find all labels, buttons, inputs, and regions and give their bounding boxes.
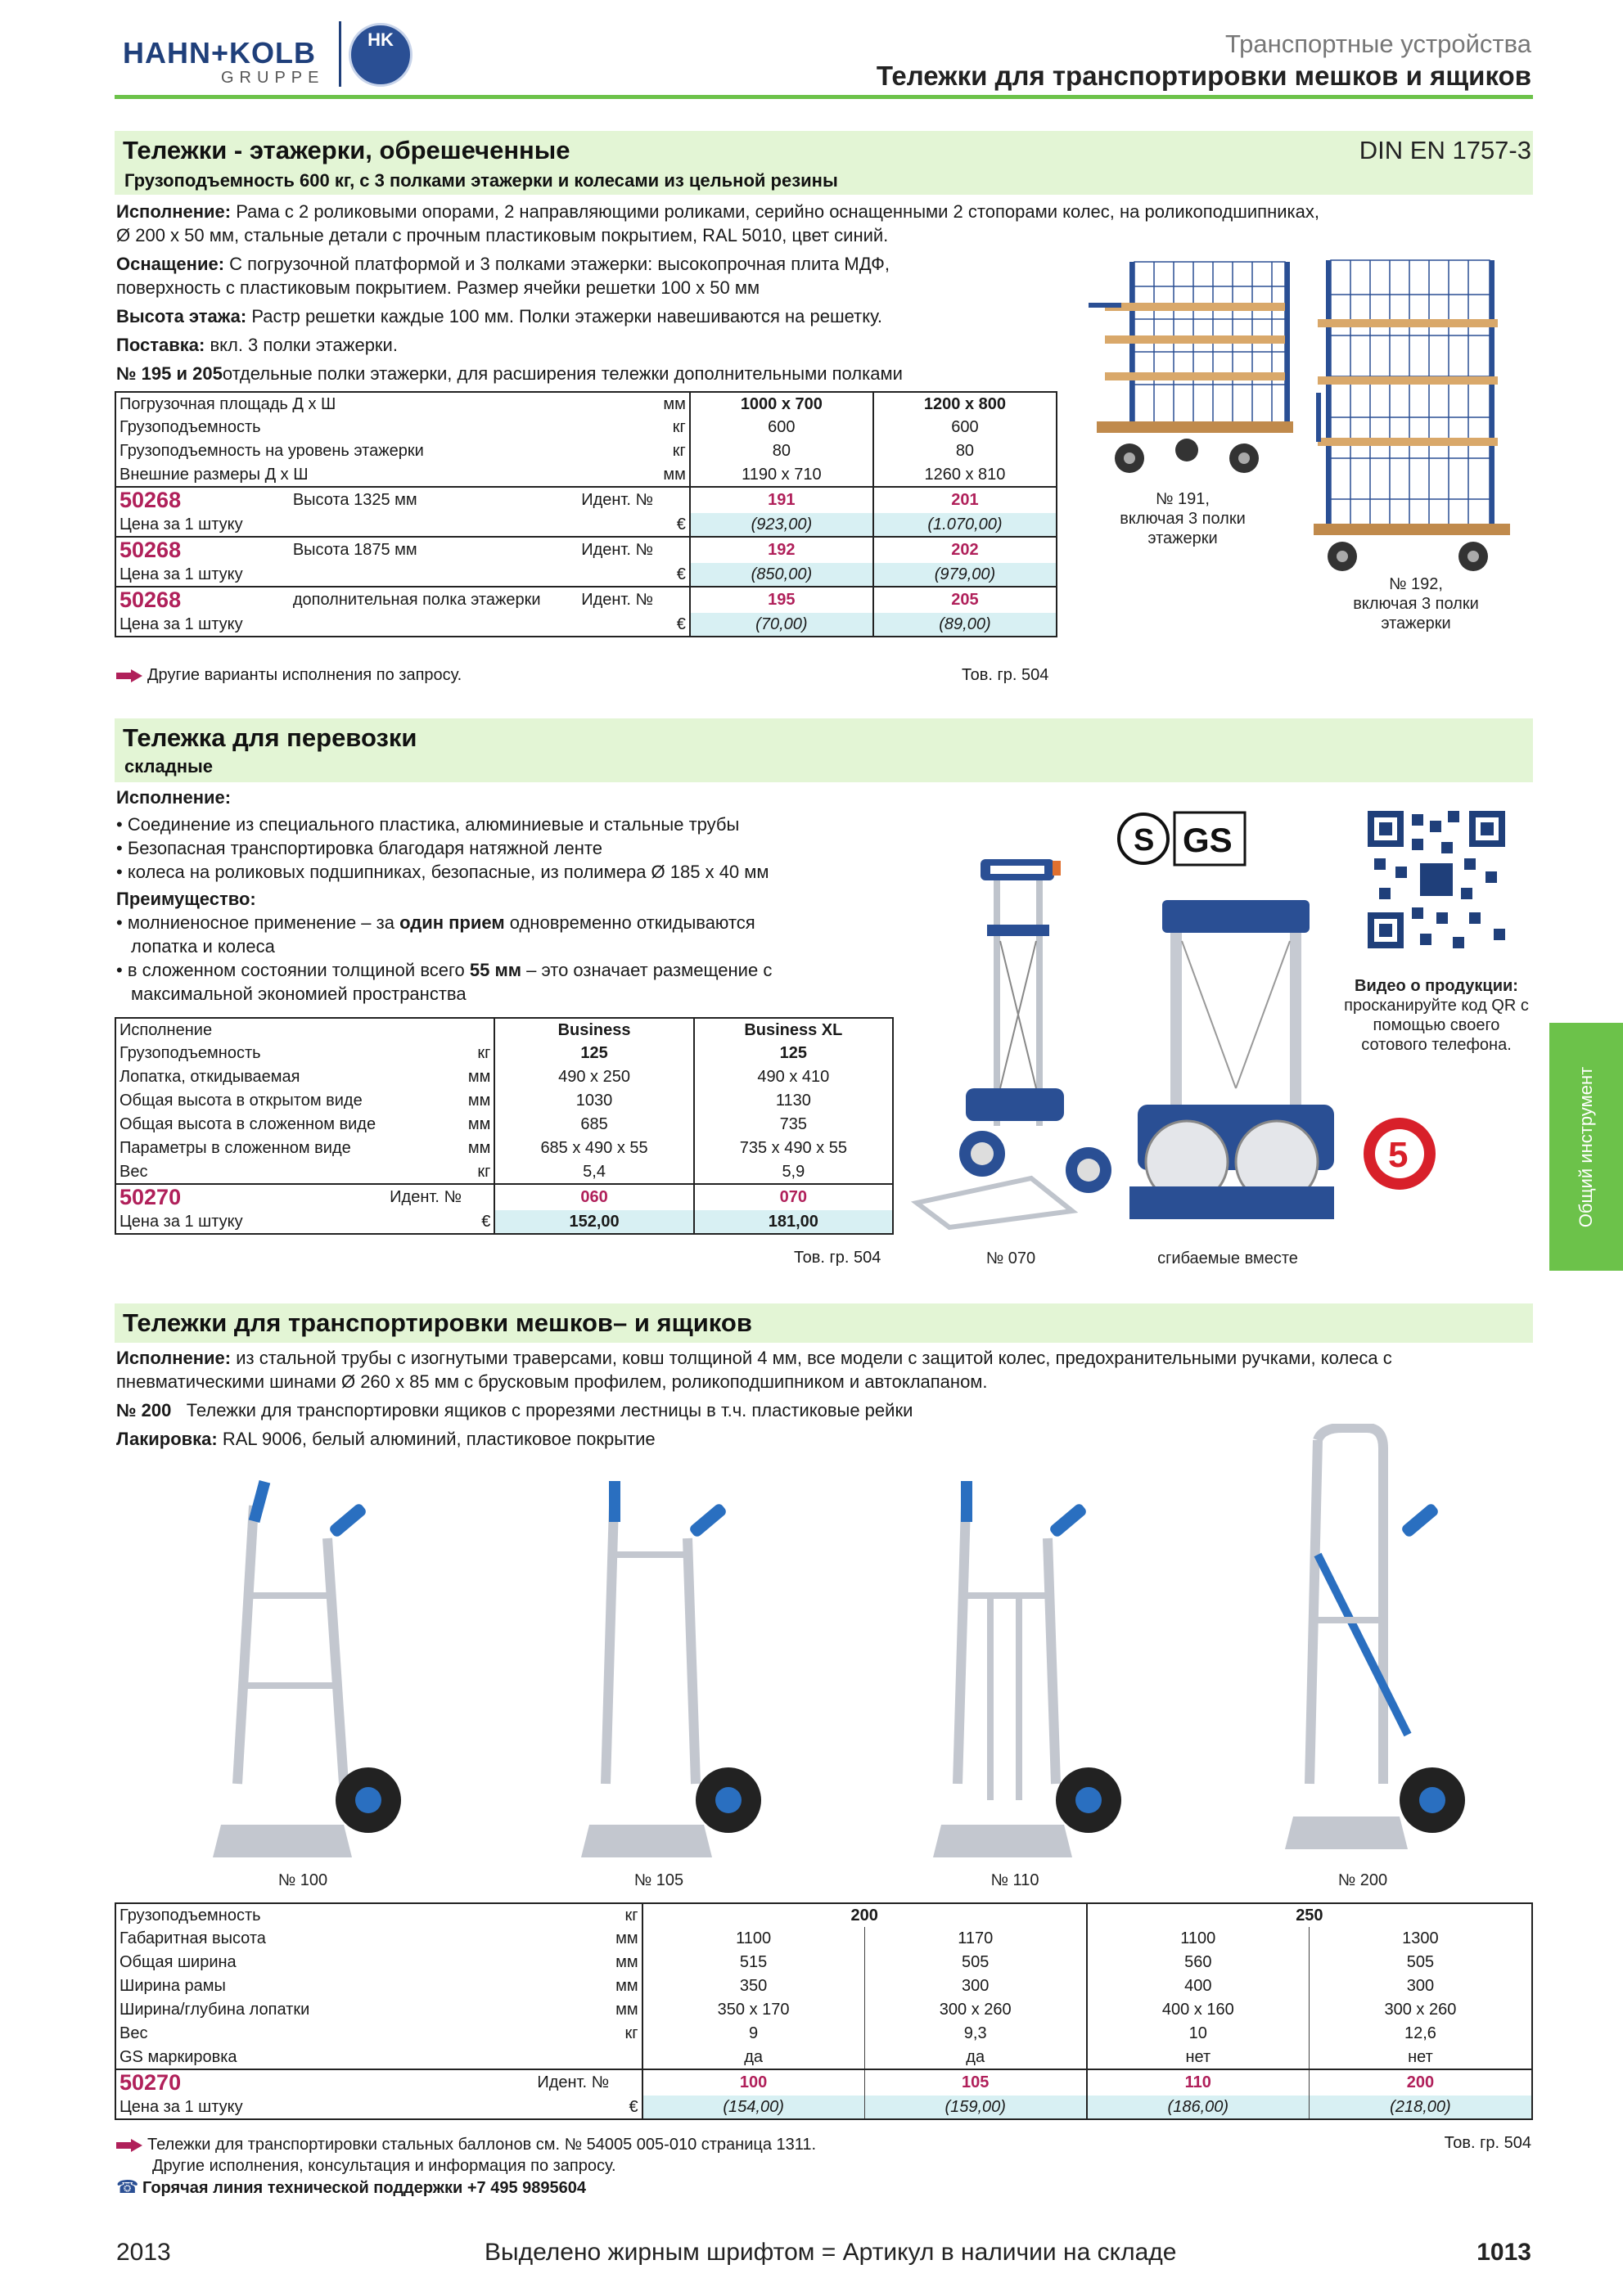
folding-trolley-folded-image (1121, 892, 1342, 1236)
header-rule (115, 95, 1533, 99)
row-unit (612, 2046, 642, 2069)
cell-value: 1260 x 810 (873, 463, 1057, 487)
cell-value: 400 (1087, 1974, 1310, 1998)
s-mark-icon: S (1134, 823, 1155, 858)
price-label: Цена за 1 штуку (119, 2097, 243, 2116)
row-label: Погрузочная площадь Д x Ш (119, 394, 336, 413)
row-unit: кг (672, 418, 686, 436)
gs-mark-icon: GS (1183, 821, 1233, 859)
row-unit: мм (615, 1953, 638, 1971)
cell-value: 400 x 160 (1087, 1998, 1310, 2022)
table-row (115, 439, 1057, 463)
row-label: Общая ширина (119, 1953, 237, 1971)
section2-spec-table (115, 1017, 894, 1235)
cell-value: 515 (642, 1951, 865, 1974)
price-row (115, 613, 1057, 637)
exec-label: Исполнение: (116, 201, 232, 222)
arrow-icon (116, 2139, 142, 2152)
ident-number[interactable]: 205 (873, 587, 1057, 613)
caption-192 (1326, 574, 1506, 633)
cell-value: 9 (642, 2022, 865, 2046)
video-text: сотового телефона. (1361, 1036, 1512, 1054)
section3-notes (116, 2134, 816, 2199)
cell-value: 560 (1087, 1951, 1310, 1974)
sack-truck-200-image (1260, 1424, 1473, 1874)
bullet-text: колеса на роликовых подшипниках, безопасные, из полимера Ø 185 x 40 мм (127, 862, 769, 882)
caption-070: № 070 (985, 1249, 1036, 1267)
cell-value: да (864, 2046, 1087, 2069)
equip-text-2: поверхность с пластиковым покрытием. Размер ячейки решетки 100 x 50 мм (116, 277, 760, 298)
section1-title: Тележки - этажерки, обрешеченные (123, 136, 570, 164)
row-label: Вес (119, 1162, 148, 1181)
caption-line: № 192, (1389, 575, 1443, 593)
row-unit: мм (467, 1139, 491, 1157)
article-row (115, 487, 1057, 513)
row-label: Лопатка, откидываемая (119, 1068, 300, 1086)
row-unit: мм (615, 2001, 638, 2019)
cell-value: 80 (873, 439, 1057, 463)
cell-value: 10 (1087, 2022, 1310, 2046)
floor-label: Высота этажа: (116, 306, 247, 326)
cell-value: 80 (690, 439, 873, 463)
advantage-text-cont: лопатка и колеса (131, 936, 275, 957)
video-title: Видео о продукции: (1355, 977, 1518, 995)
advantage-text: в сложенном состоянии толщиной всего (127, 960, 470, 980)
table-row (115, 1065, 893, 1089)
side-tab-label: Общий инструмент (1576, 1066, 1596, 1227)
supply-text: вкл. 3 полки этажерки. (210, 335, 398, 355)
row-unit: мм (663, 394, 686, 413)
id-label: Идент. № (581, 591, 653, 609)
advantage-item: • в сложенном состоянии толщиной всего 55 мм – это означает размещение с (116, 960, 773, 980)
row-label: Грузоподъемность (119, 1906, 261, 1925)
certification-marks (1117, 806, 1256, 871)
currency: € (481, 1212, 491, 1231)
row-label: Габаритная высота (119, 1929, 266, 1947)
price-value: (979,00) (873, 563, 1057, 587)
cell-value: 1100 (1087, 1927, 1310, 1951)
price-row (115, 1210, 893, 1234)
table-row (115, 463, 1057, 487)
advantage-text-cont: максимальной экономией пространства (131, 984, 467, 1004)
number-text: Тележки для транспортировки ящиков с прорезями лестницы в т.ч. пластиковые рейки (186, 1400, 913, 1420)
caption-200: № 200 (1337, 1871, 1388, 1889)
advantage-text: молниеносное применение – за (127, 912, 400, 933)
article-number: 50268 (119, 588, 182, 612)
article-desc: дополнительная полка этажерки (292, 591, 541, 609)
table-row (115, 1113, 893, 1137)
price-row (115, 2096, 1532, 2119)
row-unit: кг (672, 442, 686, 460)
article-desc-cell (290, 587, 656, 613)
id-label: Идент. № (537, 2073, 610, 2091)
ident-number[interactable]: 105 (864, 2069, 1087, 2096)
cell-value: 300 x 260 (1309, 1998, 1532, 2022)
number-label: № 195 и 205 (116, 363, 223, 384)
table-row (115, 1089, 893, 1113)
exec-text: Рама с 2 роликовыми опорами, 2 направляющими роликами, серийно оснащенными 2 стопорами колес, на роликоподшипниках, (236, 201, 1319, 222)
hotline-text[interactable]: Горячая линия технической поддержки +7 495 9895604 (142, 2179, 586, 2197)
cell-value: 1130 (694, 1089, 893, 1113)
table-header-row (115, 1018, 893, 1042)
paint-text: RAL 9006, белый алюминий, пластиковое покрытие (222, 1429, 656, 1449)
cell-value: 300 x 260 (864, 1998, 1087, 2022)
currency: € (676, 565, 686, 583)
cell-value: 1300 (1309, 1927, 1532, 1951)
row-unit: мм (615, 1929, 638, 1947)
logo-divider (339, 21, 341, 87)
phone-icon: ☎ (116, 2177, 139, 2197)
id-label: Идент. № (581, 541, 653, 559)
table-row (115, 1042, 893, 1065)
section1-note (116, 666, 462, 685)
video-text: просканируйте код QR с (1344, 997, 1529, 1015)
caption-line: этажерки (1147, 529, 1218, 547)
row-label: Общая высота в открытом виде (119, 1092, 363, 1110)
cell-value: 735 (694, 1113, 893, 1137)
cell-value: 5,4 (494, 1160, 693, 1184)
section2-description (116, 786, 902, 1006)
price-value: (70,00) (690, 613, 873, 637)
sack-truck-110-image (917, 1473, 1129, 1874)
advantage-bold: 55 мм (469, 960, 522, 980)
article-number: 50268 (119, 488, 182, 512)
folding-trolley-070-image (908, 843, 1121, 1236)
brand-logo-text: HAHN+KOLB (123, 36, 317, 70)
exec-text: из стальной трубы с изогнутыми траверсами, ковш толщиной 4 мм, все модели с защитой колес, предохранительными ручками, колеса с (236, 1348, 1392, 1368)
advantage-item: • молниеносное применение – за один прием одновременно откидываются (116, 912, 755, 933)
note-text: Другие варианты исполнения по запросу. (147, 666, 462, 684)
article-row (115, 2069, 1532, 2096)
cell-value: 1200 x 800 (873, 392, 1057, 416)
currency: € (676, 615, 686, 633)
cell-value: 1030 (494, 1089, 693, 1113)
row-unit: кг (624, 2024, 638, 2042)
price-value: (923,00) (690, 513, 873, 537)
article-number: 50270 (119, 1185, 182, 1209)
ident-number[interactable]: 202 (873, 537, 1057, 563)
cell-value: 350 x 170 (642, 1998, 865, 2022)
article-number: 50270 (119, 2070, 182, 2095)
ident-number[interactable]: 070 (694, 1184, 893, 1210)
section3-spec-table (115, 1902, 1533, 2120)
caption-line: этажерки (1381, 615, 1451, 633)
section2-subtitle: складные (124, 756, 214, 777)
cell-value: 125 (494, 1042, 693, 1065)
row-label: Параметры в сложенном виде (119, 1139, 351, 1157)
warranty-badge-icon (1359, 1113, 1440, 1195)
cell-value: 685 x 490 x 55 (494, 1137, 693, 1160)
price-value: (218,00) (1309, 2096, 1532, 2119)
article-desc-cell (290, 537, 656, 563)
table-row (115, 1974, 1532, 1998)
cell-value: 490 x 410 (694, 1065, 893, 1089)
caption-100: № 100 (277, 1871, 328, 1889)
row-unit: мм (467, 1092, 491, 1110)
cell-value: 300 (1309, 1974, 1532, 1998)
row-label: Ширина/глубина лопатки (119, 2001, 310, 2019)
row-unit: мм (467, 1068, 491, 1086)
cell-value: 1100 (642, 1927, 865, 1951)
ident-number[interactable]: 200 (1309, 2069, 1532, 2096)
price-value: (89,00) (873, 613, 1057, 637)
advantage-text: – это означает размещение с (521, 960, 773, 980)
sack-truck-100-image (205, 1473, 417, 1874)
bullet-item: • Соединение из специального пластика, алюминиевые и стальные трубы (116, 814, 740, 835)
price-value: 152,00 (494, 1210, 693, 1234)
section1-group: Тов. гр. 504 (962, 666, 1049, 684)
cell-value: 685 (494, 1113, 693, 1137)
table-row (115, 1160, 893, 1184)
caption-line: включая 3 полки (1120, 510, 1246, 528)
paint-label: Лакировка: (116, 1429, 218, 1449)
row-label: Грузоподъемность (119, 1044, 261, 1062)
cell-value: 9,3 (864, 2022, 1087, 2046)
table-row (115, 2022, 1532, 2046)
caption-line: № 191, (1156, 490, 1210, 508)
exec-text-2: Ø 200 x 50 мм, стальные детали с прочным пластиковым покрытием, RAL 5010, цвет синий. (116, 225, 889, 245)
cell-value: нет (1309, 2046, 1532, 2069)
cell-value: 600 (873, 416, 1057, 439)
shelf-trolley-192-image (1310, 254, 1539, 573)
article-row (115, 1184, 893, 1210)
price-label: Цена за 1 штуку (119, 1212, 243, 1231)
cell-value: 505 (1309, 1951, 1532, 1974)
price-label: Цена за 1 штуку (119, 615, 243, 633)
table-row (115, 1137, 893, 1160)
article-row (115, 587, 1057, 613)
row-label: Вес (119, 2024, 148, 2042)
price-value: (186,00) (1087, 2096, 1310, 2119)
shelf-trolley-191-image (1080, 254, 1301, 491)
price-value: (850,00) (690, 563, 873, 587)
article-desc: Высота 1875 мм (292, 541, 417, 559)
supply-label: Поставка: (116, 335, 205, 355)
page-number: 1013 (1476, 2239, 1531, 2266)
cell-value: 12,6 (1309, 2022, 1532, 2046)
price-value: 181,00 (694, 1210, 893, 1234)
table-row (115, 1998, 1532, 2022)
footer-year: 2013 (116, 2239, 171, 2266)
advantage-text: одновременно откидываются (504, 912, 755, 933)
table-row (115, 392, 1057, 416)
table-row (115, 1903, 1532, 1927)
section2-group: Тов. гр. 504 (794, 1249, 881, 1267)
bullet-item: • колеса на роликовых подшипниках, безопасные, из полимера Ø 185 x 40 мм (116, 862, 769, 882)
price-label: Цена за 1 штуку (119, 565, 243, 583)
bullet-text: Безопасная транспортировка благодаря натяжной ленте (127, 838, 602, 858)
cell-value: 1170 (864, 1927, 1087, 1951)
ident-number[interactable]: 192 (690, 537, 873, 563)
equip-label: Оснащение: (116, 254, 225, 274)
id-label: Идент. № (390, 1188, 462, 1206)
caption-fold: сгибаемые вместе (1157, 1249, 1298, 1267)
table-row (115, 2046, 1532, 2069)
cell-value: 125 (694, 1042, 893, 1065)
table-row (115, 1951, 1532, 1974)
bullet-text: Соединение из специального пластика, алюминиевые и стальные трубы (127, 814, 740, 835)
video-text: помощью своего (1373, 1016, 1500, 1034)
equip-text: С погрузочной платформой и 3 полками этажерки: высокопрочная плита МДФ, (229, 254, 890, 274)
logo-mark-text: HK (367, 29, 394, 50)
table-row (115, 1927, 1532, 1951)
cell-value: 505 (864, 1951, 1087, 1974)
video-info (1326, 976, 1547, 1055)
ident-number[interactable]: 110 (1087, 2069, 1310, 2096)
header-category: Транспортные устройства (1224, 29, 1531, 58)
price-value: (159,00) (864, 2096, 1087, 2119)
advantage-label: Преимущество: (116, 889, 256, 909)
footer-legend: Выделено жирным шрифтом = Артикул в наличии на складе (485, 2239, 1177, 2266)
group-value: 200 (642, 1903, 1087, 1927)
article-row (115, 537, 1057, 563)
header-title: Тележки для транспортировки мешков и ящиков (876, 61, 1531, 91)
exec-line (116, 200, 1540, 223)
row-label: GS маркировка (119, 2047, 237, 2066)
floor-text: Растр решетки каждые 100 мм. Полки этажерки навешиваются на решетку. (251, 306, 883, 326)
price-value: (154,00) (642, 2096, 865, 2119)
caption-line: включая 3 полки (1353, 595, 1479, 613)
table-row (115, 416, 1057, 439)
section3-title: Тележки для транспортировки мешков– и ящиков (123, 1308, 752, 1337)
caption-105: № 105 (633, 1871, 684, 1889)
id-label: Идент. № (581, 491, 653, 509)
number-label: № 200 (116, 1400, 172, 1420)
currency: € (676, 515, 686, 533)
group-value: 250 (1087, 1903, 1532, 1927)
cell-value: 350 (642, 1974, 865, 1998)
currency: € (629, 2097, 638, 2116)
row-label: Внешние размеры Д x Ш (119, 465, 309, 484)
cell-value: 5,9 (694, 1160, 893, 1184)
row-label: Исполнение (119, 1020, 213, 1039)
ident-number[interactable]: 060 (494, 1184, 693, 1210)
cell-value: 735 x 490 x 55 (694, 1137, 893, 1160)
price-row (115, 513, 1057, 537)
section1-standard: DIN EN 1757-3 (1359, 136, 1531, 164)
cell-value: 1000 x 700 (690, 392, 873, 416)
note-text: Тележки для транспортировки стальных баллонов см. № 54005 005-010 страница 1311. (147, 2136, 817, 2154)
ident-number[interactable]: 100 (642, 2069, 865, 2096)
row-unit: мм (467, 1115, 491, 1133)
cell-value: 600 (690, 416, 873, 439)
ident-number[interactable]: 195 (690, 587, 873, 613)
cell-value: 1190 x 710 (690, 463, 873, 487)
row-unit: мм (663, 465, 686, 484)
side-tab[interactable] (1549, 1023, 1623, 1271)
bullet-item: • Безопасная транспортировка благодаря натяжной ленте (116, 838, 602, 858)
row-label: Общая высота в сложенном виде (119, 1115, 376, 1133)
advantage-bold: один прием (399, 912, 505, 933)
article-number: 50268 (119, 538, 182, 562)
ident-number[interactable]: 201 (873, 487, 1057, 513)
price-row (115, 563, 1057, 587)
section2-title: Тележка для перевозки (123, 723, 417, 752)
qr-code-icon[interactable] (1363, 806, 1510, 953)
column-header: Business XL (694, 1018, 893, 1042)
row-unit: кг (477, 1044, 491, 1062)
exec-label: Исполнение: (116, 1348, 232, 1368)
cell-value: да (642, 2046, 865, 2069)
ident-number[interactable]: 191 (690, 487, 873, 513)
exec-label: Исполнение: (116, 787, 232, 808)
column-header: Business (494, 1018, 693, 1042)
row-unit: кг (477, 1162, 491, 1181)
cell-value: 490 x 250 (494, 1065, 693, 1089)
caption-191 (1080, 489, 1285, 548)
article-desc-cell (290, 487, 656, 513)
arrow-icon (116, 669, 142, 682)
note-text: Другие исполнения, консультация и информация по запросу. (152, 2157, 616, 2175)
brand-logo-mark (349, 23, 413, 87)
section1-spec-table (115, 391, 1057, 637)
sack-truck-105-image (565, 1473, 778, 1874)
row-unit: мм (615, 1977, 638, 1995)
exec-text-2: пневматическими шинами Ø 260 x 85 мм с брусковым профилем, роликоподшипником и автоклапаном. (116, 1371, 988, 1392)
row-label: Грузоподъемность (119, 418, 261, 436)
price-value: (1.070,00) (873, 513, 1057, 537)
cell-value: 300 (864, 1974, 1087, 1998)
row-label: Грузоподъемность на уровень этажерки (119, 442, 424, 460)
section1-subtitle: Грузоподъемность 600 кг, с 3 полками этажерки и колесами из цельной резины (124, 170, 838, 191)
brand-logo-subtitle: GRUPPE (221, 69, 325, 87)
caption-110: № 110 (990, 1871, 1039, 1889)
row-unit: кг (624, 1906, 638, 1925)
price-label: Цена за 1 штуку (119, 515, 243, 533)
section3-group: Тов. гр. 504 (1444, 2134, 1531, 2152)
row-label: Ширина рамы (119, 1977, 226, 1995)
cell-value: нет (1087, 2046, 1310, 2069)
article-desc: Высота 1325 мм (292, 491, 417, 509)
badge-number: 5 (1388, 1135, 1409, 1175)
number-text: отдельные полки этажерки, для расширения тележки дополнительными полками (222, 363, 903, 384)
